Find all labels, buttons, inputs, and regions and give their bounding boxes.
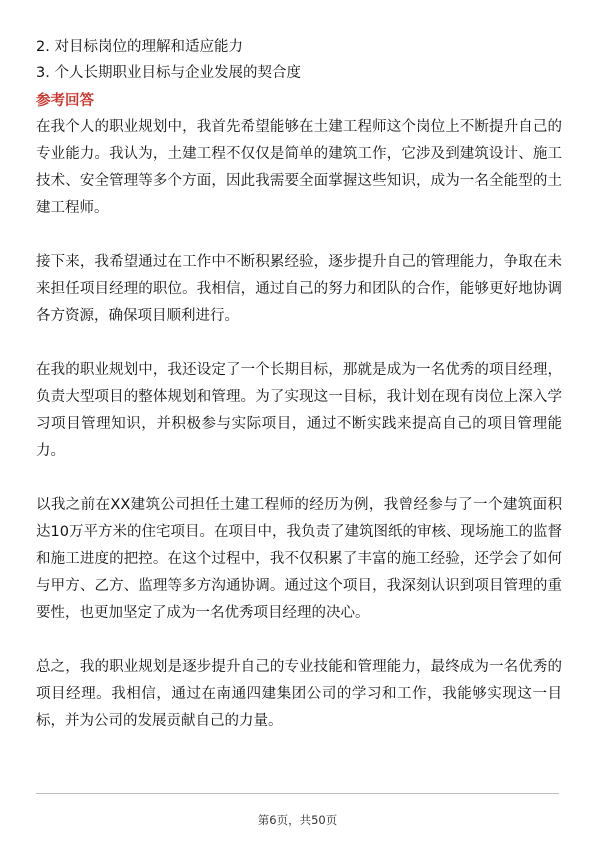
- page-number: 第6页，共50页: [257, 813, 338, 827]
- footer-divider: [36, 793, 559, 794]
- answer-paragraph: 总之，我的职业规划是逐步提升自己的专业技能和管理能力，最终成为一名优秀的项目经理。我相信，通过在南通四建集团公司的学习和工作，我能够实现这一目标，并为公司的发展贡献自己的力量。: [36, 659, 562, 729]
- list-item: 3. 个人长期职业目标与企业发展的契合度: [36, 65, 301, 81]
- answer-heading: 参考回答: [36, 93, 94, 109]
- answer-paragraph: 接下来，我希望通过在工作中不断积累经验，逐步提升自己的管理能力，争取在未来担任项目经理的职位。我相信，通过自己的努力和团队的合作，能够更好地协调各方资源，确保项目顺利进行。: [36, 254, 562, 324]
- page-content: [36, 34, 562, 735]
- list-item: 2. 对目标岗位的理解和适应能力: [36, 39, 243, 55]
- answer-paragraph: 以我之前在XX建筑公司担任土建工程师的经历为例，我曾经参与了一个建筑面积达10万平方米的住宅项目。在项目中，我负责了建筑图纸的审核、现场施工的监督和施工进度的把控。在这个过程中，我不仅积累了丰富的施工经验，还学会了如何与甲方、乙方、监理等多方沟通协调。通过这个项目，我深刻认识到项目管理的重要性，也更加坚定了成为一名优秀项目经理的决心。: [36, 497, 562, 621]
- answer-paragraph: 在我个人的职业规划中，我首先希望能够在土建工程师这个岗位上不断提升自己的专业能力。我认为，土建工程不仅仅是简单的建筑工作，它涉及到建筑设计、施工技术、安全管理等多个方面，因此我需要全面掌握这些知识，成为一名全能型的土建工程师。: [36, 119, 562, 216]
- answer-paragraph: 在我的职业规划中，我还设定了一个长期目标，那就是成为一名优秀的项目经理，负责大型项目的整体规划和管理。为了实现这一目标，我计划在现有岗位上深入学习项目管理知识，并积极参与实际项目，通过不断实践来提高自己的项目管理能力。: [36, 362, 562, 459]
